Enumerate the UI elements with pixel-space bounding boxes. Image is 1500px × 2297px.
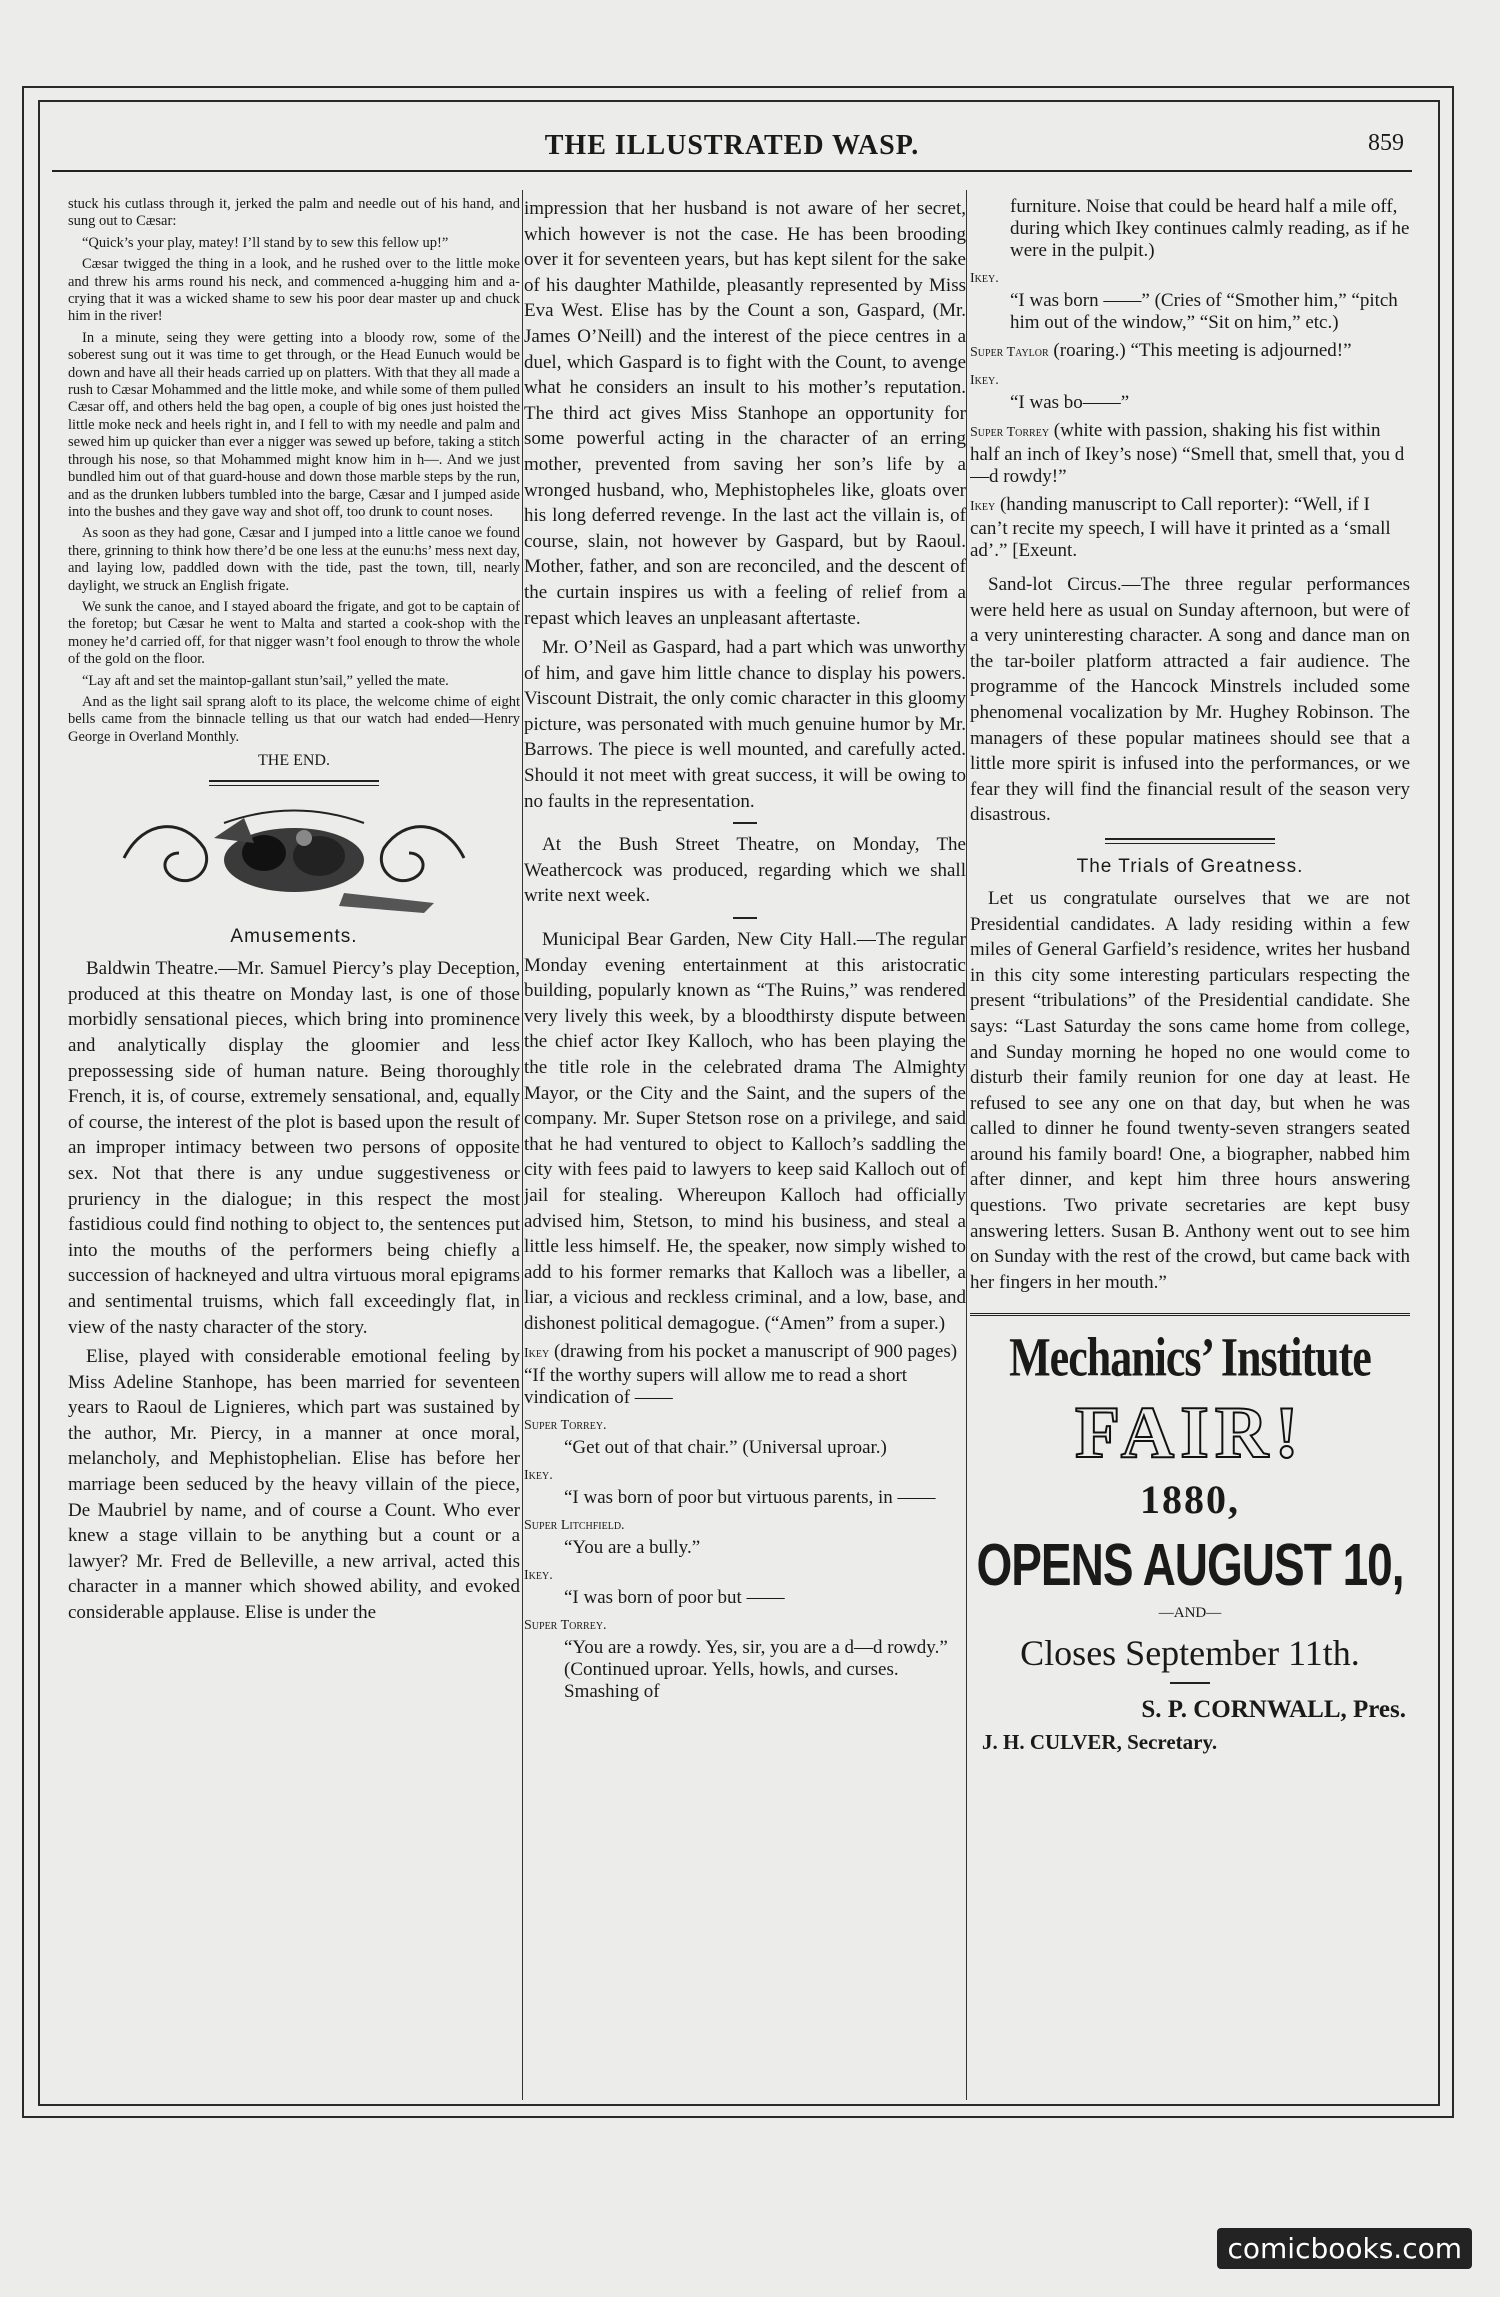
masthead bbox=[52, 126, 1412, 172]
dialog-line bbox=[970, 340, 1410, 364]
ad-opens: OPENS AUGUST 10, bbox=[976, 1530, 1404, 1599]
divider bbox=[733, 822, 757, 824]
speaker-name: Ikey. bbox=[524, 1567, 553, 1583]
dialog-text: “I was born ——” (Cries of “Smother him,” “pitch him out of the window,” “Sit on him,” etc.) bbox=[1010, 290, 1398, 333]
speaker-name: Super Litchfield. bbox=[524, 1517, 625, 1533]
ad-president: S. P. CORNWALL, Pres. bbox=[1141, 1696, 1406, 1724]
article-paragraph: impression that her husband is not aware of her secret, which however is not the case. He has been brooding over it for seventeen years, but has kept silent for the sake of his daughter Mathilde, pleasantly represented by Miss Eva West. Elise has by the Count a son, Gaspard, (Mr. James O’Neill) and the interest of the piece centres in a duel, which Gaspard is to fight with the Count, to avenge what he considers an insult to his mother’s reputation. The third act gives Miss Stanhope an opportunity for some powerful acting in the character of an erring mother, prevented from saving her son’s life by a wronged husband, who, Mephistopheles like, gloats over his long deferred revenge. In the last act the villain is, of course, slain, not however by Gaspard, but by Raoul. Mother, father, and son are reconciled, and the descent of the curtain inspires us with a feeling of relief from a repast which leaves an unpleasant aftertaste. bbox=[524, 198, 966, 629]
speaker-name: Super Torrey bbox=[970, 425, 1050, 440]
dialog-text: “I was born of poor but virtuous parents, in —— bbox=[564, 1486, 936, 1508]
article-paragraph: Mr. O’Neil as Gaspard, had a part which was unworthy of him, and gave him little chance to display his powers. Viscount Distrait, the only comic character in this gloomy picture, was personated with much genuine humor by Mr. Barrows. The piece is well mounted, and carefully acted. Should it not meet with great success, it will be owing to no faults in the representation. bbox=[524, 637, 966, 812]
column-1 bbox=[68, 196, 520, 2116]
dialog-text: (white with passion, shaking his fist within half an inch of Ikey’s nose) “Smell that, smell that, you d—d rowdy!” bbox=[970, 420, 1405, 487]
dialog-text: “I was bo——” bbox=[1010, 392, 1130, 413]
the-end: THE END. bbox=[258, 752, 330, 770]
amusements-heading: Amusements. bbox=[230, 926, 358, 948]
story-paragraph: stuck his cutlass through it, jerked the palm and needle out of his hand, and sung out to Cæsar: bbox=[68, 196, 520, 230]
dialog-line bbox=[524, 1615, 966, 1703]
speaker-name: Super Torrey. bbox=[524, 1617, 607, 1633]
section-divider bbox=[209, 780, 379, 786]
story-paragraph: In a minute, seing they were getting into a bloody row, some of the soberest sung out it was time to get through, or the Head Eunuch would be down and have all their heads carried up on platters. With that they all made a rush to Cæsar Mohammed and the little moke, and while some of them pulled Cæsar off, and others held the bag open, a couple of big ones just hoisted the little moke neck and heels right in, and I fell to with my needle and palm and sewed him up quicker than ever a nigger was sewed up before, taking a stitch through his nose, so that Mohammed might know him in h—. And we just bundled him out of that guard-house and down those marble steps by the run, and as the drunken lubbers tumbled into the barge, Cæsar and I jumped aside into the bushes and they gave way and shot off, too drunk to count noses. bbox=[68, 329, 520, 520]
page-number: 859 bbox=[1368, 130, 1404, 156]
speaker-name: Ikey. bbox=[970, 271, 999, 286]
column-rule bbox=[966, 190, 967, 2100]
column-rule bbox=[522, 190, 523, 2100]
ad-heading: Mechanics’ Institute bbox=[1009, 1327, 1371, 1389]
story-paragraph: We sunk the canoe, and I stayed aboard the frigate, and got to be captain of the foretop; but Cæsar he went to Malta and started a cook-shop with the money he’d carried off, for that nigger wasn’t fool enough to throw the whole of the gold on the floor. bbox=[68, 598, 520, 668]
speaker-name: Super Taylor bbox=[970, 345, 1049, 360]
dialog-text: (handing manuscript to Call reporter): “Well, if I can’t recite my speech, I will have it printed as a ‘small ad’.” [Exeunt. bbox=[970, 494, 1391, 561]
column-2 bbox=[524, 196, 966, 2116]
speaker-name: Super Torrey. bbox=[524, 1417, 607, 1433]
dialog-text: “Get out of that chair.” (Universal uproar.) bbox=[564, 1436, 887, 1458]
dialog-text: “You are a bully.” bbox=[564, 1536, 701, 1558]
story-paragraph: As soon as they had gone, Cæsar and I jumped into a little canoe we found there, grinning to think how there’d be one less at the eunu:hs’ mess next day, and laying low, paddled down with the tide, past the town, till, nearly daylight, we struck an English frigate. bbox=[68, 525, 520, 594]
dialog-line bbox=[524, 1341, 966, 1409]
dialog-line bbox=[524, 1565, 966, 1609]
fair-advertisement bbox=[970, 1313, 1410, 1755]
column-3 bbox=[970, 196, 1410, 2116]
dialog-line bbox=[970, 268, 1410, 334]
section-divider bbox=[1105, 838, 1275, 844]
article-paragraph: Elise, played with considerable emotional feeling by Miss Adeline Stanhope, has been married for seventeen years to Raoul de Lignieres, which part was sustained by the author, Mr. Piercy, in a manner at once moral, melancholy, and Mephistophelian. Elise has before her marriage been seduced by the heavy villain of the piece, De Maubriel by name, and of course a Count. Who ever knew a stage villain to be anything but a count or a lawyer? Mr. Fred de Belleville, a new arrival, acted this character in a manner which showed ability, and evoked considerable applause. Elise is under the bbox=[68, 1346, 520, 1624]
dialog-text: “I was born of poor but —— bbox=[564, 1586, 785, 1608]
dialog-line bbox=[970, 420, 1410, 488]
article-paragraph: Municipal Bear Garden, New City Hall.—The regular Monday evening entertainment at this aristocratic building, popularly known as “The Ruins,” was rendered very lively this week, by a bloodthirsty dispute between the chief actor Ikey Kalloch, who has been playing the the title role in the celebrated drama The Almighty Mayor, or the City and the Saint, and the supers of the company. Mr. Super Stetson rose on a privilege, and said that he had ventured to object to Kalloch’s saddling the city with fees paid to lawyers to keep said Kalloch out of jail for stealing. Whereupon Kalloch had officially advised him, Stetson, to mind his business, and steal a little less himself. He, the speaker, now simply wished to add to his former remarks that Kalloch was a libeller, a liar, a vicious and reckless criminal, and a low, base, and dishonest political demagogue. (“Amen” from a super.) bbox=[524, 929, 966, 1334]
ad-year: 1880, bbox=[1140, 1477, 1240, 1523]
dialog-line bbox=[524, 1415, 966, 1459]
article-paragraph: Baldwin Theatre.—Mr. Samuel Piercy’s play Deception, produced at this theatre on Monday last, is one of those morbidly sensational pieces, which bring into prominence and analytically display the gloomier and less prepossessing side of human nature. Being thoroughly French, it is, of course, extremely sensational, and, equally of course, the interest of the plot is based upon the result of an improper intimacy between two persons of opposite sex. Not that there is any undue suggestiveness or pruriency in the dialogue; in this respect the most fastidious could find nothing to object to, the sentences put into the mouths of the performers being chiefly a succession of hackneyed and ultra virtuous moral epigrams and sentimental truisms, which fall exceedingly flat, in view of the nasty character of the story. bbox=[68, 958, 520, 1338]
ad-and: —AND— bbox=[1158, 1605, 1222, 1622]
dialog-text: (roaring.) “This meeting is adjourned!” bbox=[1053, 340, 1352, 361]
speaker-name: Ikey bbox=[970, 499, 996, 514]
dialog-line bbox=[970, 370, 1410, 414]
dialog-line bbox=[524, 1465, 966, 1509]
story-paragraph: “Lay aft and set the maintop-gallant stun’sail,” yelled the mate. bbox=[82, 672, 449, 689]
speaker-name: Ikey. bbox=[524, 1467, 553, 1483]
dialog-text: “You are a rowdy. Yes, sir, you are a d—d rowdy.” (Continued uproar. Yells, howls, and curses. Smashing of bbox=[564, 1636, 948, 1702]
story-paragraph: And as the light sail sprang aloft to its place, the welcome chime of eight bells came from the binnacle telling us that our watch had ended—Henry George in Overland Monthly. bbox=[68, 693, 520, 745]
trials-heading: The Trials of Greatness. bbox=[1076, 855, 1304, 877]
dialog-text: furniture. Noise that could be heard half a mile off, during which Ikey continues calmly reading, as if he were in the pulpit.) bbox=[1010, 196, 1410, 261]
divider bbox=[1170, 1682, 1210, 1684]
watermark: comicbooks.com bbox=[1217, 2228, 1472, 2269]
ad-secretary: J. H. CULVER, Secretary. bbox=[982, 1730, 1218, 1755]
story-paragraph: “Quick’s your play, matey! I’ll stand by to sew this fellow up!” bbox=[82, 234, 449, 251]
dialog-text: (drawing from his pocket a manuscript of 900 pages) “If the worthy supers will allow me to read a short vindication of —— bbox=[524, 1340, 958, 1408]
publication-title: THE ILLUSTRATED WASP. bbox=[544, 130, 920, 161]
ad-fair: FAIR! bbox=[1074, 1392, 1306, 1475]
dialog-line bbox=[524, 1515, 966, 1559]
dialog-line bbox=[970, 494, 1410, 562]
article-paragraph: At the Bush Street Theatre, on Monday, The Weathercock was produced, regarding which we shall write next week. bbox=[524, 834, 966, 907]
amusements-ornament-image bbox=[104, 798, 484, 918]
article-paragraph: Let us congratulate ourselves that we are not Presidential candidates. A lady residing within a few miles of General Garfield’s residence, writes her husband in this city some interesting particulars respecting the present “tribulations” of the Presidential candidate. She says: “Last Saturday the sons came home from college, and Sunday morning he hoped no one would come to disturb their family reunion for one day at least. He refused to see any one on that day, but when he was called to dinner he found twenty-seven strangers seated around his family board! One, a biographer, nabbed him after dinner, and kept him three hours answering questions. Two private secretaries are kept busy answering letters. Susan B. Anthony went out to see him on Sunday with the rest of the crowd, but came back with her fingers in her mouth.” bbox=[970, 887, 1410, 1293]
speaker-name: Ikey. bbox=[970, 373, 999, 388]
speaker-name: Ikey bbox=[524, 1345, 550, 1361]
story-paragraph: Cæsar twigged the thing in a look, and he rushed over to the little moke and threw his arms round his neck, and commenced a-hugging him and a-crying that it was a wicked shame to sew his poor dear master up and chuck him in the river! bbox=[68, 256, 520, 325]
article-paragraph: Sand-lot Circus.—The three regular performances were held here as usual on Sunday afternoon, but were of a very uninteresting character. A song and dance man on the tar-boiler platform attracted a fair audience. The programme of the Hancock Minstrels included some phenomenal vocalization by Mr. Hughey Robinson. The managers of these popular matinees should see that a little more spirit is infused into the performances, or we fear they will find the financial result of the season very disastrous. bbox=[970, 574, 1410, 826]
divider bbox=[733, 917, 757, 919]
ad-closes: Closes September 11th. bbox=[1020, 1633, 1360, 1674]
